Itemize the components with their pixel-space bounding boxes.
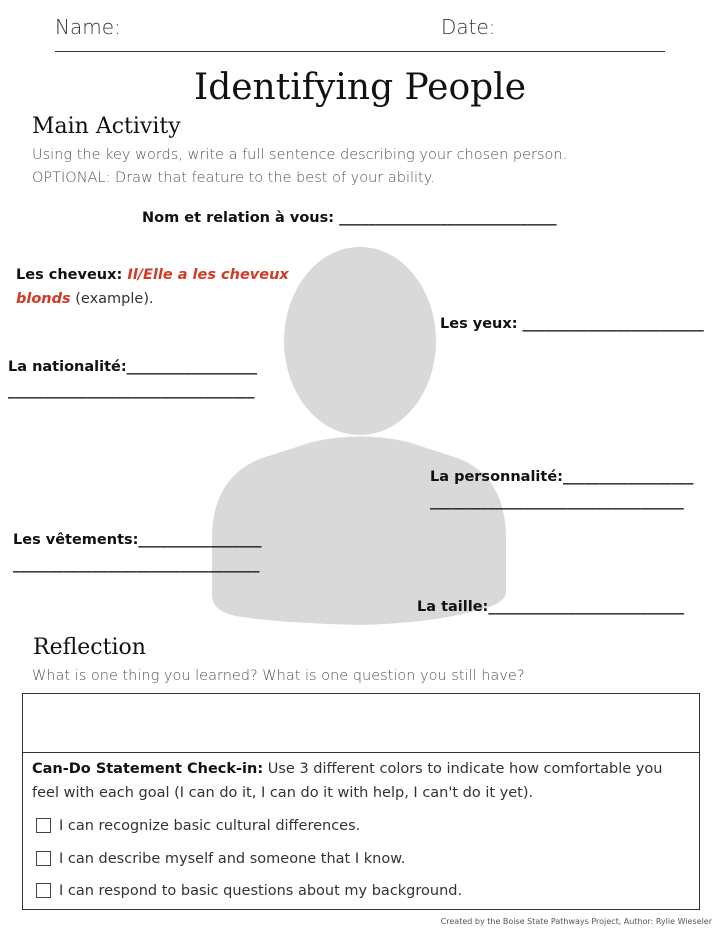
- checkbox[interactable]: [36, 851, 51, 866]
- credit-text: Created by the Boise State Pathways Project, Author: Rylie Wieseler: [440, 917, 712, 926]
- checklist-item[interactable]: [36, 850, 405, 868]
- reflection-heading: Reflection: [33, 635, 146, 660]
- main-activity-heading: Main Activity: [32, 114, 181, 139]
- nationalite-line-2[interactable]: __________________________________: [8, 383, 255, 399]
- cheveux-field[interactable]: [16, 263, 289, 311]
- cheveux-note: (example).: [70, 291, 154, 307]
- checklist-item-label: I can respond to basic questions about my background.: [59, 882, 463, 899]
- yeux-field[interactable]: Les yeux: _________________________: [440, 316, 704, 332]
- reflection-question: What is one thing you learned? What is one question you still have?: [32, 668, 525, 684]
- checklist-item[interactable]: [36, 882, 462, 900]
- header-line: [55, 51, 665, 52]
- checklist-item[interactable]: [36, 817, 360, 835]
- vetements-line-2[interactable]: __________________________________: [13, 557, 260, 573]
- date-label: Date:: [441, 15, 496, 39]
- checkbox[interactable]: [36, 818, 51, 833]
- vetements-field[interactable]: Les vêtements:_________________: [13, 532, 262, 548]
- silhouette-head: [284, 247, 436, 435]
- checkbox[interactable]: [36, 883, 51, 898]
- can-do-intro: [32, 761, 662, 777]
- silhouette-body: [212, 437, 506, 626]
- can-do-text-2: feel with each goal (I can do it, I can do it with help, I can't do it yet).: [32, 785, 534, 801]
- personnalite-line-2[interactable]: ___________________________________: [430, 494, 684, 510]
- instruction-line-1: Using the key words, write a full sentence describing your chosen person.: [32, 147, 568, 163]
- can-do-text-1: Use 3 different colors to indicate how comfortable you: [263, 761, 663, 777]
- checklist-item-label: I can recognize basic cultural differences.: [59, 817, 361, 834]
- page-title: Identifying People: [193, 67, 527, 108]
- taille-field[interactable]: La taille:___________________________: [417, 599, 685, 615]
- personnalite-field[interactable]: La personnalité:__________________: [430, 469, 694, 485]
- nom-relation-field[interactable]: Nom et relation à vous: ______________________________: [142, 210, 557, 226]
- cheveux-example-1: Il/Elle a les cheveux: [127, 267, 289, 283]
- cheveux-example-2: blonds: [16, 291, 71, 307]
- reflection-answer-box[interactable]: [22, 693, 700, 753]
- can-do-label: Can-Do Statement Check-in:: [32, 761, 264, 777]
- nationalite-field[interactable]: La nationalité:__________________: [8, 359, 258, 375]
- name-label: Name:: [55, 15, 121, 39]
- cheveux-label: Les cheveux:: [16, 267, 128, 283]
- instruction-line-2: OPTIONAL: Draw that feature to the best of your ability.: [32, 170, 435, 186]
- checklist-item-label: I can describe myself and someone that I know.: [59, 850, 406, 867]
